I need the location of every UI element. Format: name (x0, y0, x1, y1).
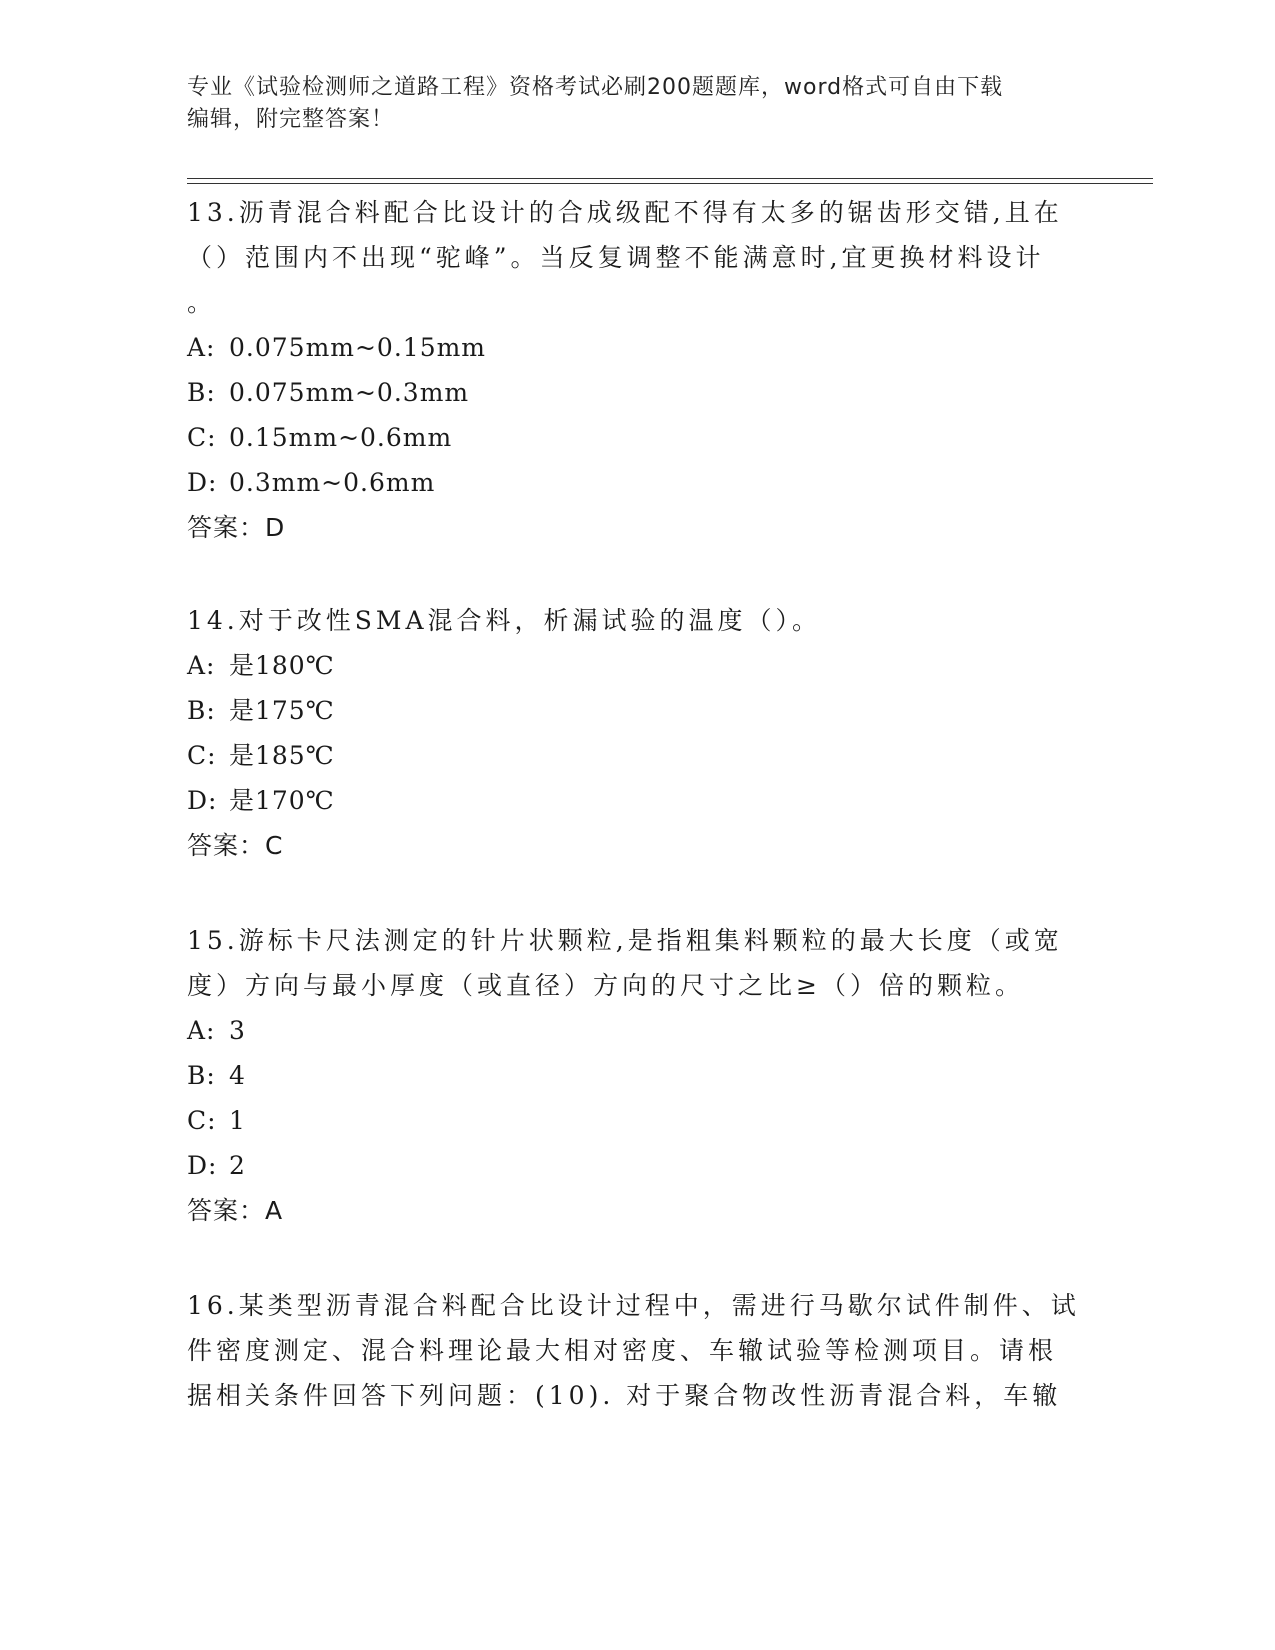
option-key: D: (187, 786, 218, 815)
question-16 (187, 1283, 1087, 1418)
option-key: B: (187, 1061, 216, 1090)
header-divider-top (187, 178, 1153, 179)
option-d (187, 778, 1087, 823)
question-13 (187, 190, 1087, 550)
question-stem-line: 14.对于改性SMA混合料，析漏试验的温度（）。 (187, 606, 822, 635)
option-key: C: (187, 741, 217, 770)
option-c (187, 415, 1087, 460)
option-text: 4 (229, 1061, 246, 1090)
option-key: A: (187, 1016, 216, 1045)
option-key: A: (187, 333, 216, 362)
header-line-1: 专业《试验检测师之道路工程》资格考试必刷200题题库，word格式可自由下载 (187, 75, 1004, 100)
document-header (187, 72, 1087, 136)
option-text: 0.075mm~0.3mm (229, 378, 470, 407)
answer-line: 答案：A (187, 1196, 284, 1225)
option-text: 3 (229, 1016, 246, 1045)
question-stem-line: （）范围内不出现“驼峰”。当反复调整不能满意时,宜更换材料设计 (187, 243, 1045, 272)
option-a (187, 1008, 1087, 1053)
question-stem-line: 16.某类型沥青混合料配合比设计过程中，需进行马歇尔试件制件、试 (187, 1291, 1080, 1320)
option-text: 1 (229, 1106, 246, 1135)
option-key: D: (187, 468, 218, 497)
option-d (187, 1143, 1087, 1188)
question-stem-line: 13.沥青混合料配合比设计的合成级配不得有太多的锯齿形交错,且在 (187, 198, 1063, 227)
option-text: 是170℃ (229, 786, 335, 815)
option-b (187, 370, 1087, 415)
option-key: B: (187, 696, 216, 725)
option-b (187, 1053, 1087, 1098)
question-14 (187, 598, 1087, 868)
question-stem-line: 15.游标卡尺法测定的针片状颗粒,是指粗集料颗粒的最大长度（或宽 (187, 926, 1063, 955)
option-text: 0.075mm~0.15mm (229, 333, 487, 362)
option-b (187, 688, 1087, 733)
question-stem-line: 据相关条件回答下列问题：(10). 对于聚合物改性沥青混合料，车辙 (187, 1381, 1062, 1410)
option-text: 是180℃ (229, 651, 335, 680)
option-text: 0.15mm~0.6mm (229, 423, 453, 452)
question-15 (187, 918, 1087, 1233)
option-c (187, 1098, 1087, 1143)
header-line-2: 编辑，附完整答案！ (187, 107, 395, 132)
question-stem-line: 。 (187, 288, 217, 317)
header-divider-bottom (187, 183, 1153, 184)
option-key: D: (187, 1151, 218, 1180)
option-a (187, 643, 1087, 688)
option-text: 0.3mm~0.6mm (229, 468, 436, 497)
answer-line: 答案：C (187, 831, 284, 860)
option-key: C: (187, 423, 217, 452)
option-key: C: (187, 1106, 217, 1135)
option-key: B: (187, 378, 216, 407)
question-stem-line: 件密度测定、混合料理论最大相对密度、车辙试验等检测项目。请根 (187, 1336, 1058, 1365)
question-stem-line: 度）方向与最小厚度（或直径）方向的尺寸之比≥（）倍的颗粒。 (187, 971, 1024, 1000)
option-c (187, 733, 1087, 778)
option-text: 2 (229, 1151, 246, 1180)
answer-line: 答案：D (187, 513, 286, 542)
option-text: 是175℃ (229, 696, 335, 725)
option-a (187, 325, 1087, 370)
option-key: A: (187, 651, 216, 680)
option-text: 是185℃ (229, 741, 335, 770)
option-d (187, 460, 1087, 505)
